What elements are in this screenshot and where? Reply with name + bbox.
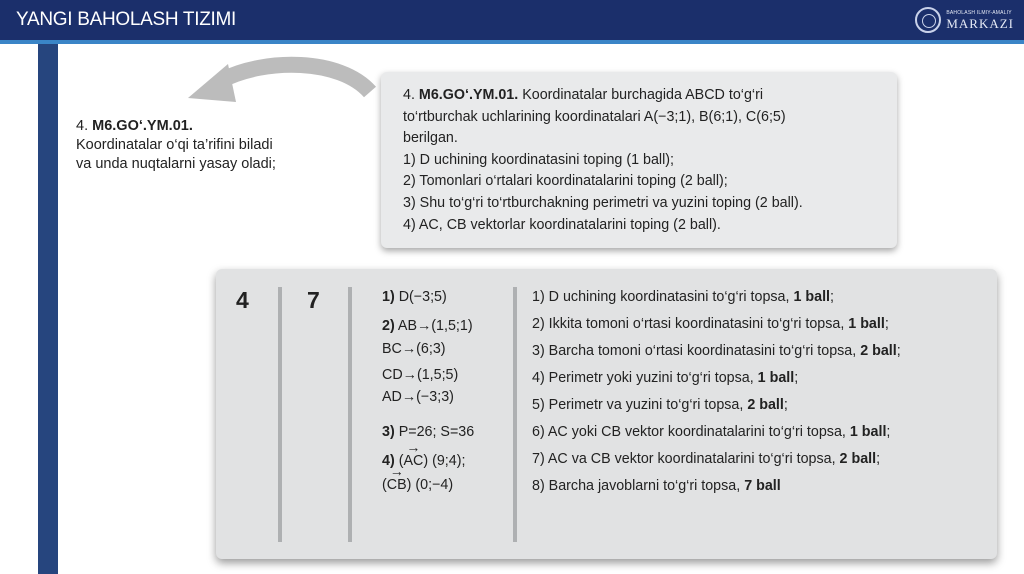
criterion-row: 7) AC va CB vektor koordinatalarini to‘g‘ri topsa, 2 ball; (532, 451, 881, 467)
vector-ac: → AC (403, 453, 423, 469)
criterion-row: 4) Perimetr yoki yuzini to‘g‘ri topsa, 1 ball; (532, 370, 799, 386)
rubric-task-number: 4 (236, 287, 249, 313)
left-decorative-bar (38, 44, 58, 574)
scoring-criteria (532, 289, 901, 505)
answer-value: CD→(1,5;5) (382, 367, 459, 383)
emblem-icon (915, 7, 941, 33)
criterion-row: 5) Perimetr va yuzini to‘g‘ri topsa, 2 ball; (532, 397, 788, 413)
answer-value: AB→(1,5;1) (394, 318, 473, 334)
objective-code: M6.GO‘.YM.01. (92, 118, 193, 134)
task-item: 1) D uchining koordinatasini toping (1 ball); (403, 151, 674, 168)
criterion-row: 6) AC yoki CB vektor koordinatalarini to‘g‘ri topsa, 1 ball; (532, 424, 891, 440)
task-card (381, 72, 897, 248)
vector-cb: → CB (387, 477, 407, 493)
rubric-max-score: 7 (307, 287, 320, 313)
task-item: 4) AC, CB vektorlar koordinatalarini toping (2 ball). (403, 216, 721, 233)
answer-label: 3) (382, 424, 395, 440)
rubric-divider (348, 287, 352, 542)
answer-value: BC→(6;3) (382, 341, 446, 357)
objective-line: Koordinatalar o‘qi ta’rifini biladi (76, 137, 273, 153)
objective-line: va unda nuqtalarni yasay oladi; (76, 156, 276, 172)
task-line: berilgan. (403, 130, 458, 147)
header-bar (0, 0, 1024, 40)
rubric-divider (278, 287, 282, 542)
objective-number: 4. (76, 118, 89, 134)
answer-value: (9;4); (428, 453, 466, 469)
logo-subtitle: BAHOLASH ILMIY-AMALIY (946, 9, 1012, 16)
answer-label: 2) (382, 318, 395, 334)
answer-value: P=26; S=36 (394, 424, 475, 440)
answer-value: AD→(−3;3) (382, 389, 454, 405)
organization-logo (915, 5, 1014, 35)
scoring-rubric-card: 4 7 1) D(−3;5) 2) AB→(1,5;1) BC→(6;3) CD→(1,5;5) AD→(−3;3) 3) P=26; S=36 4) (→ AC) (9;4); (→ CB) (0;−4) 1) D uchining koordinatasini to‘g‘ri topsa, 1 ball; 2) Ikkita tomoni o‘rtasi koordinatasini to‘g‘ri topsa, 1 ball; 3) Barcha tomoni o‘rtasi koordinatasini to‘g‘ri topsa, 2 ball; 4) Perimetr yoki yuzini to‘g‘ri topsa, 1 ball; 5) Perimetr va yuzini to‘g‘ri topsa, 2 ball; 6) AC yoki CB vektor koordinatalarini to‘g‘ri topsa, 1 ball; 7) AC va CB vektor koordinatalarini to‘g‘ri topsa, 2 ball; 8) Barcha javoblarni to‘g‘ri topsa, 7 ball (216, 269, 997, 559)
criterion-row: 3) Barcha tomoni o‘rtasi koordinatasini to‘g‘ri topsa, 2 ball; (532, 343, 901, 359)
task-code: M6.GO‘.YM.01. (418, 87, 519, 103)
curved-arrow-icon (170, 50, 410, 120)
rubric-divider (513, 287, 517, 542)
answer-label: 4) (382, 453, 395, 469)
task-line: Koordinatalar burchagida ABCD to‘g‘ri (518, 87, 764, 103)
answer-value: (0;−4) (411, 477, 454, 493)
slide-header-title: YANGI BAHOLASH TIZIMI (16, 9, 236, 30)
criterion-row: 2) Ikkita tomoni o‘rtasi koordinatasini to‘g‘ri topsa, 1 ball; (532, 316, 889, 332)
task-item: 2) Tomonlari o‘rtalari koordinatalarini toping (2 ball); (403, 173, 728, 190)
answer-label: 1) (382, 289, 395, 305)
task-number: 4. (403, 87, 415, 103)
header-accent-line (0, 40, 1024, 44)
task-item: 3) Shu to‘g‘ri to‘rtburchakning perimetri va yuzini toping (2 ball). (403, 194, 803, 211)
answer-value: D(−3;5) (394, 289, 447, 305)
criterion-row: 8) Barcha javoblarni to‘g‘ri topsa, 7 ball (532, 478, 781, 494)
criterion-row: 1) D uchining koordinatasini to‘g‘ri topsa, 1 ball; (532, 289, 835, 305)
task-line: to‘rtburchak uchlarining koordinatalari A(−3;1), B(6;1), C(6;5) (403, 108, 786, 125)
logo-name: MARKAZI (946, 15, 1014, 31)
learning-objective (76, 117, 276, 174)
